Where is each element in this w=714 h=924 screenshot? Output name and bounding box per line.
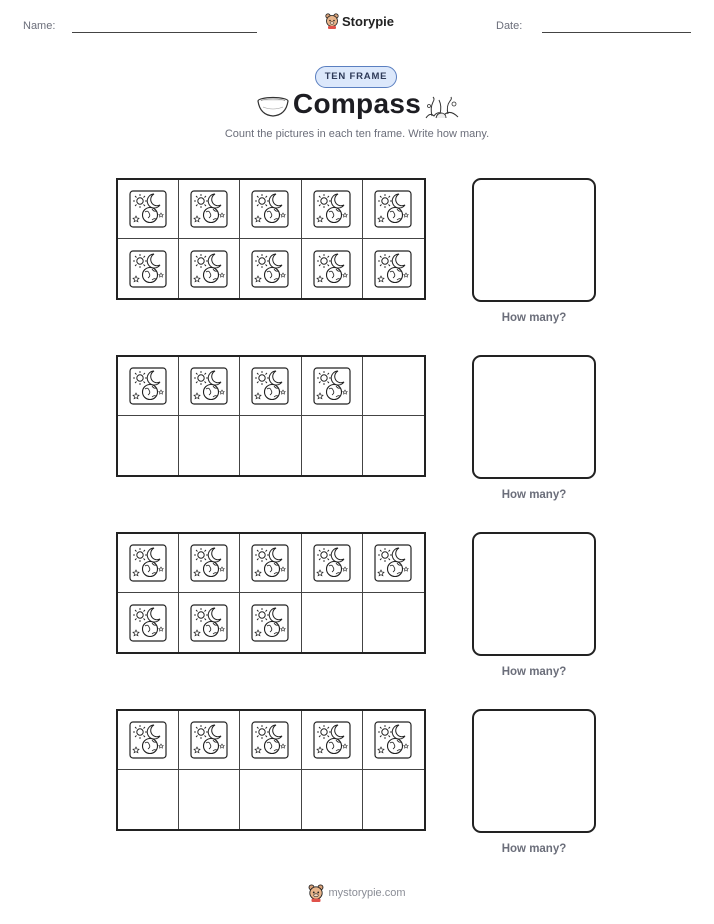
- date-label: Date:: [496, 20, 523, 32]
- brand-logo: [325, 13, 394, 29]
- how-many-label: How many?: [501, 666, 567, 678]
- sun-moon-earth-icon: [129, 721, 167, 759]
- ten-frame-cell: [363, 534, 424, 593]
- sun-moon-earth-icon: [313, 721, 351, 759]
- footer-url[interactable]: mystorypie.com: [328, 887, 406, 899]
- bear-mascot-icon: [325, 13, 339, 29]
- answer-box[interactable]: [472, 709, 596, 833]
- how-many-label: How many?: [501, 489, 567, 501]
- ten-frame-cell: [118, 180, 179, 239]
- sun-moon-earth-icon: [313, 544, 351, 582]
- ten-frame-cell: [302, 239, 363, 298]
- instructions: Count the pictures in each ten frame. Write how many.: [224, 128, 490, 140]
- ten-frame-cell: [240, 239, 301, 298]
- sun-moon-earth-icon: [251, 250, 289, 288]
- ten-frame-cell: [118, 770, 179, 829]
- sun-moon-earth-icon: [129, 604, 167, 642]
- ten-frame-cell: [302, 357, 363, 416]
- ten-frame-cell: [240, 534, 301, 593]
- ten-frame-cell: [179, 416, 240, 475]
- sun-moon-earth-icon: [129, 544, 167, 582]
- ten-frame-cell: [179, 770, 240, 829]
- ten-frame-cell: [363, 711, 424, 770]
- brand-name: Storypie: [342, 13, 395, 29]
- ten-frame-cell: [302, 416, 363, 475]
- footer: [0, 884, 714, 902]
- ten-frame-cell: [302, 593, 363, 652]
- ten-frame-cell: [363, 180, 424, 239]
- how-many-label: How many?: [501, 843, 567, 855]
- page-title: Compass: [292, 88, 422, 119]
- ten-frame-cell: [240, 357, 301, 416]
- ten-frame-cell: [363, 593, 424, 652]
- ten-frame-cell: [240, 711, 301, 770]
- sun-moon-earth-icon: [190, 604, 228, 642]
- how-many-label: How many?: [501, 312, 567, 324]
- sun-moon-earth-icon: [190, 250, 228, 288]
- ten-frame-cell: [302, 180, 363, 239]
- ten-frame-cell: [363, 357, 424, 416]
- ten-frame-cell: [118, 534, 179, 593]
- ten-frame-cell: [363, 239, 424, 298]
- sun-moon-earth-icon: [251, 190, 289, 228]
- ten-frame-cell: [118, 711, 179, 770]
- ten-frame-cell: [240, 593, 301, 652]
- ten-frame-cell: [118, 239, 179, 298]
- sun-moon-earth-icon: [251, 604, 289, 642]
- sun-moon-earth-icon: [190, 544, 228, 582]
- sun-moon-earth-icon: [190, 190, 228, 228]
- sun-moon-earth-icon: [374, 721, 412, 759]
- ten-frame: [116, 355, 426, 477]
- ten-frame: [116, 709, 426, 831]
- sun-moon-earth-icon: [313, 190, 351, 228]
- ten-frame-cell: [240, 770, 301, 829]
- ten-frame-cell: [363, 770, 424, 829]
- seaweed-rocks-icon: [424, 96, 460, 120]
- ten-frame-cell: [179, 534, 240, 593]
- ten-frame-cell: [302, 711, 363, 770]
- ten-frame-cell: [118, 357, 179, 416]
- ten-frame-cell: [179, 711, 240, 770]
- sun-moon-earth-icon: [190, 721, 228, 759]
- sun-moon-earth-icon: [374, 190, 412, 228]
- answer-box[interactable]: [472, 532, 596, 656]
- ten-frame-cell: [302, 534, 363, 593]
- sun-moon-earth-icon: [313, 250, 351, 288]
- ten-frame-cell: [302, 770, 363, 829]
- ten-frame-cell: [179, 357, 240, 416]
- bear-mascot-icon: [308, 884, 324, 902]
- name-label: Name:: [23, 20, 56, 32]
- sun-moon-earth-icon: [251, 721, 289, 759]
- ten-frame-cell: [179, 239, 240, 298]
- name-line[interactable]: [72, 32, 257, 33]
- ten-frame-badge: TEN FRAME: [315, 66, 397, 88]
- ten-frame-cell: [363, 416, 424, 475]
- sun-moon-earth-icon: [129, 190, 167, 228]
- date-line[interactable]: [542, 32, 691, 33]
- sun-moon-earth-icon: [313, 367, 351, 405]
- ten-frame-cell: [118, 593, 179, 652]
- ten-frame: [116, 178, 426, 300]
- sun-moon-earth-icon: [129, 367, 167, 405]
- sun-moon-earth-icon: [190, 367, 228, 405]
- sun-moon-earth-icon: [251, 544, 289, 582]
- ten-frame-cell: [240, 416, 301, 475]
- ten-frame-cell: [118, 416, 179, 475]
- ten-frame: [116, 532, 426, 654]
- ten-frame-cell: [179, 180, 240, 239]
- sun-moon-earth-icon: [374, 250, 412, 288]
- sun-moon-earth-icon: [374, 544, 412, 582]
- answer-box[interactable]: [472, 178, 596, 302]
- ten-frame-cell: [240, 180, 301, 239]
- sun-moon-earth-icon: [129, 250, 167, 288]
- ten-frame-cell: [179, 593, 240, 652]
- answer-box[interactable]: [472, 355, 596, 479]
- sun-moon-earth-icon: [251, 367, 289, 405]
